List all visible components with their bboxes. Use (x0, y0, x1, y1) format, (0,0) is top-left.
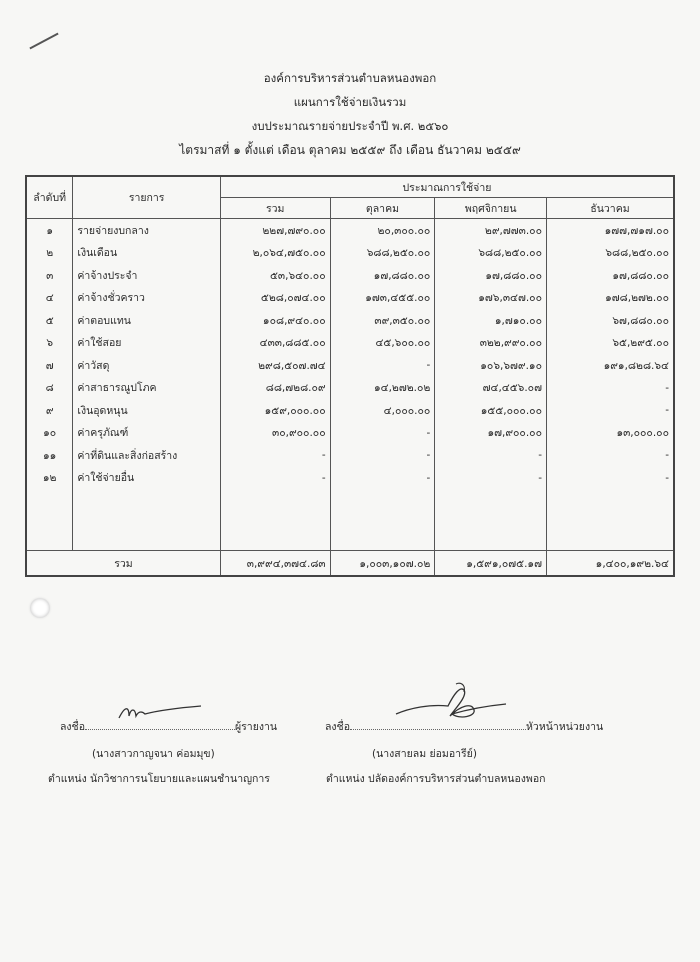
row-november: ๑๗,๙๐๐.๐๐ (435, 422, 547, 445)
left-handwritten-signature (115, 700, 205, 726)
budget-year: งบประมาณรายจ่ายประจำปี พ.ศ. ๒๕๖๐ (251, 119, 449, 133)
header-item: รายการ (73, 176, 221, 219)
row-december: ๑๓,๐๐๐.๐๐ (547, 422, 675, 445)
row-total: ๒๙๘,๕๐๗.๗๔ (220, 354, 330, 377)
header-no: ลำดับที่ (26, 176, 73, 219)
row-december: ๑๗๗,๗๑๗.๐๐ (547, 219, 675, 242)
table-row (26, 287, 674, 310)
row-item: ค่าจ้างชั่วคราว (73, 287, 221, 310)
row-november: ๑๐๖,๖๗๙.๑๐ (435, 354, 547, 377)
row-december: - (547, 399, 675, 422)
row-item: ค่าตอบแทน (73, 309, 221, 332)
table-row (26, 377, 674, 400)
row-november: ๑,๗๑๐.๐๐ (435, 309, 547, 332)
row-item: ค่าสาธารณูปโภค (73, 377, 221, 400)
left-sign-label: ลงชื่อ (60, 721, 85, 733)
row-december: ๖๘๘,๒๕๐.๐๐ (547, 242, 675, 265)
row-no: ๑ (26, 219, 73, 242)
header-total: รวม (220, 198, 330, 219)
row-october: ๔๕,๖๐๐.๐๐ (330, 332, 435, 355)
sum-november: ๑,๕๙๑,๐๗๕.๑๗ (435, 551, 547, 577)
row-october: ๑๗,๘๘๐.๐๐ (330, 264, 435, 287)
spacer-cell (330, 489, 435, 551)
row-december: ๑๗๘,๒๗๒.๐๐ (547, 287, 675, 310)
row-item: ค่าวัสดุ (73, 354, 221, 377)
quarter-range: ไตรมาสที่ ๑ ตั้งแต่ เดือน ตุลาคม ๒๕๕๙ ถึง เดือน ธันวาคม ๒๕๕๙ (179, 143, 521, 157)
row-no: ๑๐ (26, 422, 73, 445)
table-row (26, 422, 674, 445)
row-october: ๓๙,๓๕๐.๐๐ (330, 309, 435, 332)
table-spacer-row (26, 489, 674, 551)
row-november: ๑๗๖,๓๔๗.๐๐ (435, 287, 547, 310)
row-december: ๖๕,๒๙๕.๐๐ (547, 332, 675, 355)
right-signature-dots (350, 729, 526, 730)
sum-label: รวม (26, 551, 220, 577)
row-total: ๒,๐๖๔,๗๕๐.๐๐ (220, 242, 330, 265)
plan-title: แผนการใช้จ่ายเงินรวม (293, 95, 407, 109)
row-total: ๑๐๘,๙๔๐.๐๐ (220, 309, 330, 332)
row-total: ๕๒๘,๐๗๔.๐๐ (220, 287, 330, 310)
row-november: - (435, 467, 547, 490)
row-october: ๔,๐๐๐.๐๐ (330, 399, 435, 422)
row-october: ๑๔,๒๗๒.๐๒ (330, 377, 435, 400)
row-item: เงินเดือน (73, 242, 221, 265)
header-november: พฤศจิกายน (435, 198, 547, 219)
pen-mark (29, 33, 58, 50)
table-row (26, 467, 674, 490)
punch-hole (30, 598, 50, 618)
row-no: ๔ (26, 287, 73, 310)
row-october: - (330, 444, 435, 467)
row-item: เงินอุดหนุน (73, 399, 221, 422)
header-december: ธันวาคม (547, 198, 675, 219)
row-total: ๘๘,๗๒๘.๐๙ (220, 377, 330, 400)
table-row (26, 354, 674, 377)
row-december: ๑๗,๘๘๐.๐๐ (547, 264, 675, 287)
row-november: ๖๘๘,๒๕๐.๐๐ (435, 242, 547, 265)
row-october: ๒๐,๓๐๐.๐๐ (330, 219, 435, 242)
right-position: ตำแหน่ง ปลัดองค์การบริหารส่วนตำบลหนองพอก (326, 773, 546, 785)
row-total: - (220, 467, 330, 490)
table-row (26, 332, 674, 355)
left-position: ตำแหน่ง นักวิชาการนโยบายและแผนชำนาญการ (48, 773, 270, 785)
row-item: ค่าใช้สอย (73, 332, 221, 355)
row-december: - (547, 377, 675, 400)
row-item: รายจ่ายงบกลาง (73, 219, 221, 242)
right-handwritten-signature (390, 680, 510, 728)
table-row (26, 264, 674, 287)
row-no: ๒ (26, 242, 73, 265)
spacer-cell (435, 489, 547, 551)
row-no: ๘ (26, 377, 73, 400)
row-item: ค่าใช้จ่ายอื่น (73, 467, 221, 490)
right-role: หัวหน้าหน่วยงาน (526, 721, 604, 733)
table-row (26, 242, 674, 265)
row-total: ๒๒๗,๗๙๐.๐๐ (220, 219, 330, 242)
row-december: ๖๗,๘๘๐.๐๐ (547, 309, 675, 332)
sum-october: ๑,๐๐๓,๑๐๗.๐๒ (330, 551, 435, 577)
row-november: ๑๕๕,๐๐๐.๐๐ (435, 399, 547, 422)
row-november: ๓๒๒,๙๙๐.๐๐ (435, 332, 547, 355)
sum-total: ๓,๙๙๔,๓๗๔.๘๓ (220, 551, 330, 577)
spacer-cell (73, 489, 221, 551)
left-signature-dots (85, 729, 235, 730)
row-november: ๒๙,๗๗๓.๐๐ (435, 219, 547, 242)
row-item: ค่าที่ดินและสิ่งก่อสร้าง (73, 444, 221, 467)
header-october: ตุลาคม (330, 198, 435, 219)
table-row (26, 444, 674, 467)
row-total: ๕๓,๖๔๐.๐๐ (220, 264, 330, 287)
row-november: ๑๗,๘๘๐.๐๐ (435, 264, 547, 287)
row-no: ๑๑ (26, 444, 73, 467)
row-october: ๖๘๘,๒๕๐.๐๐ (330, 242, 435, 265)
table-row (26, 399, 674, 422)
table-row (26, 219, 674, 242)
left-role: ผู้รายงาน (235, 721, 278, 733)
row-december: ๑๙๑,๘๒๘.๖๔ (547, 354, 675, 377)
row-no: ๓ (26, 264, 73, 287)
row-october: - (330, 422, 435, 445)
row-no: ๕ (26, 309, 73, 332)
row-october: - (330, 354, 435, 377)
row-no: ๑๒ (26, 467, 73, 490)
left-name: (นางสาวกาญจนา ค่อมมุข) (92, 748, 215, 760)
row-december: - (547, 444, 675, 467)
table-body (26, 219, 674, 551)
row-item: ค่าจ้างประจำ (73, 264, 221, 287)
row-item: ค่าครุภัณฑ์ (73, 422, 221, 445)
org-title: องค์การบริหารส่วนตำบลหนองพอก (263, 71, 437, 85)
right-sign-label: ลงชื่อ (325, 721, 350, 733)
spacer-cell (547, 489, 675, 551)
table-row (26, 309, 674, 332)
row-total: ๓๐,๙๐๐.๐๐ (220, 422, 330, 445)
spacer-cell (26, 489, 73, 551)
row-no: ๗ (26, 354, 73, 377)
row-december: - (547, 467, 675, 490)
row-total: ๑๕๙,๐๐๐.๐๐ (220, 399, 330, 422)
row-total: - (220, 444, 330, 467)
row-november: ๗๔,๔๕๖.๐๗ (435, 377, 547, 400)
header-estimate-group: ประมาณการใช้จ่าย (220, 176, 674, 198)
right-name: (นางสายลม ย่อมอารีย์) (372, 748, 477, 760)
row-no: ๙ (26, 399, 73, 422)
row-october: - (330, 467, 435, 490)
row-october: ๑๗๓,๔๕๕.๐๐ (330, 287, 435, 310)
spacer-cell (220, 489, 330, 551)
row-total: ๔๓๓,๘๘๕.๐๐ (220, 332, 330, 355)
budget-table (25, 175, 675, 577)
row-no: ๖ (26, 332, 73, 355)
row-november: - (435, 444, 547, 467)
sum-december: ๑,๔๐๐,๑๙๒.๖๔ (547, 551, 675, 577)
